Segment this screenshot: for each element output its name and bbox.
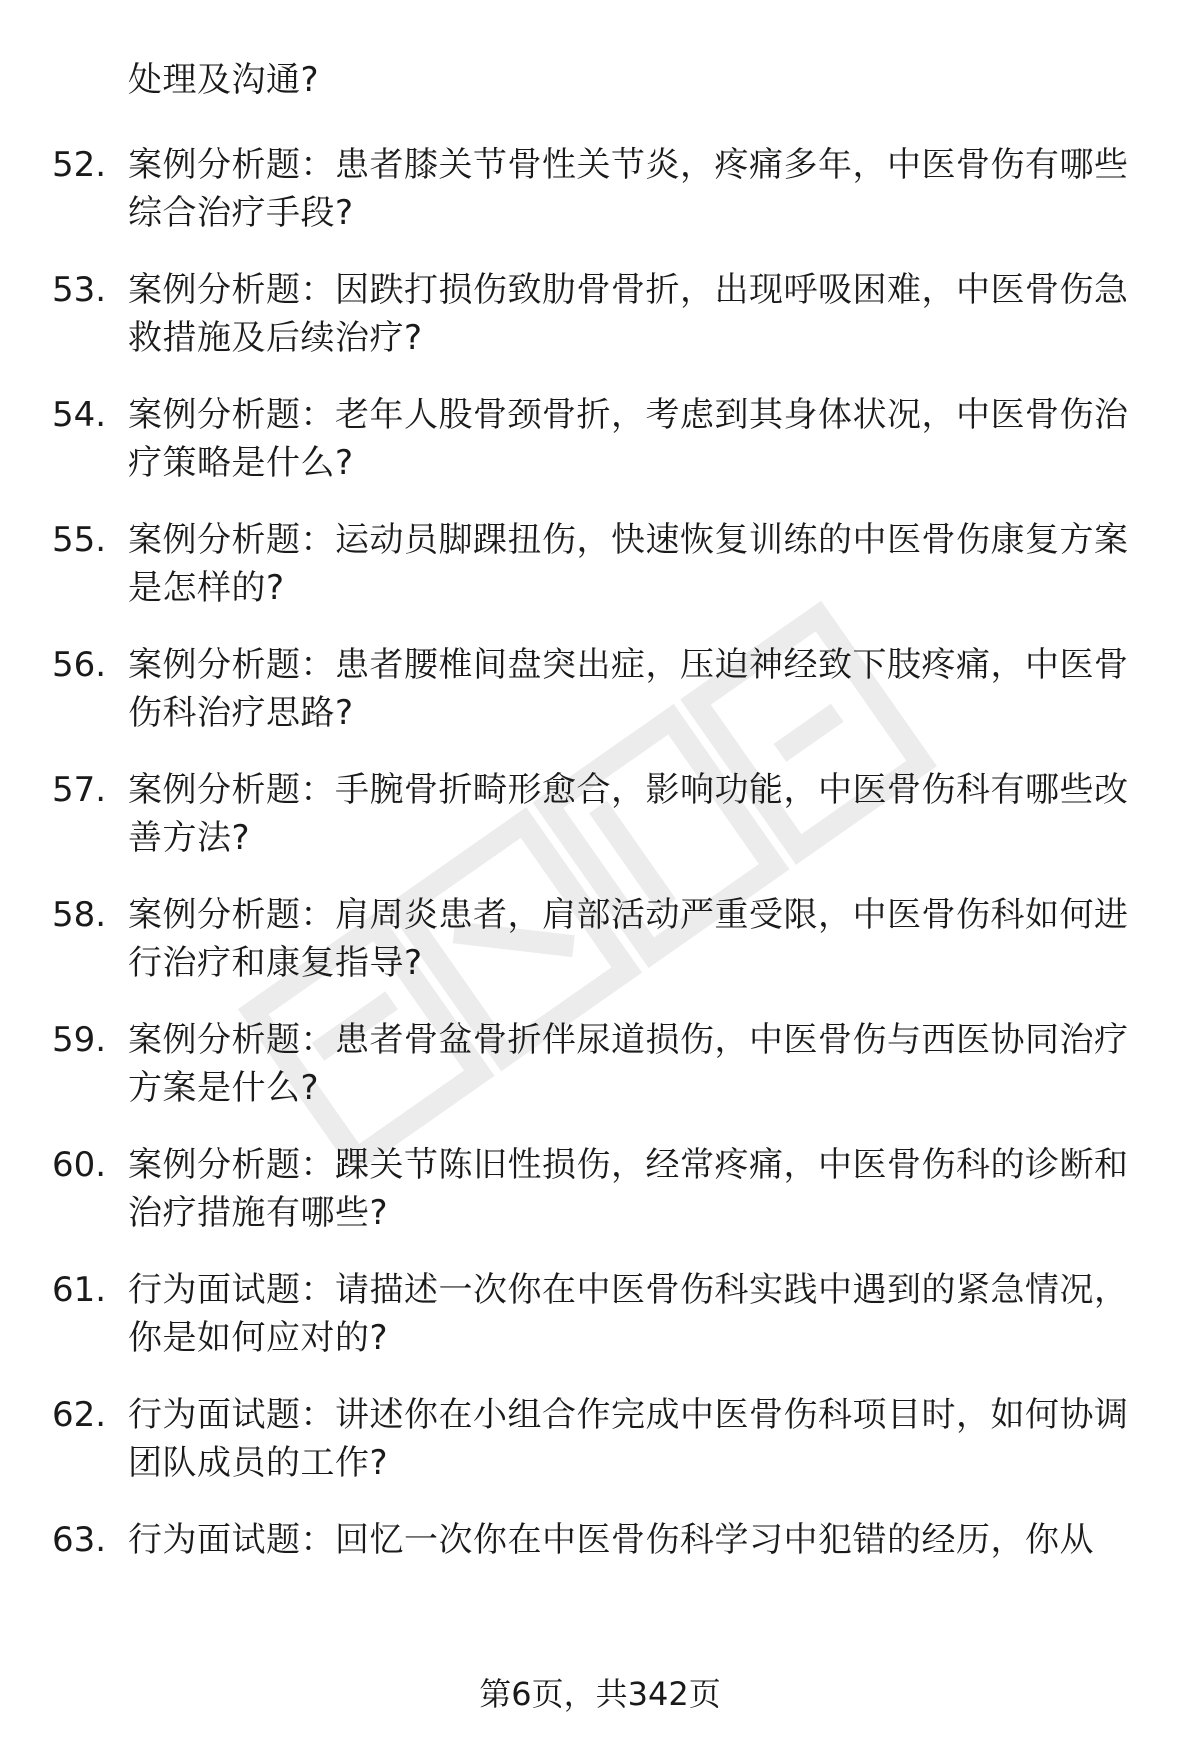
list-item (52, 1266, 1142, 1362)
list-item (52, 516, 1142, 612)
question-number: 57. (52, 770, 107, 810)
question-text: 案例分析题：患者膝关节骨性关节炎，疼痛多年，中医骨伤有哪些综合治疗手段? (128, 145, 1129, 233)
question-text: 案例分析题：手腕骨折畸形愈合，影响功能，中医骨伤科有哪些改善方法? (128, 770, 1129, 858)
list-item (52, 1016, 1142, 1112)
question-text: 案例分析题：运动员脚踝扭伤，快速恢复训练的中医骨伤康复方案是怎样的? (128, 520, 1129, 608)
question-number: 56. (52, 645, 107, 685)
page-footer: 第6页，共342页 (479, 1675, 721, 1713)
question-number: 59. (52, 1020, 107, 1060)
list-item (52, 766, 1142, 862)
list-item (52, 56, 1142, 104)
list-item (52, 641, 1142, 737)
list-item (52, 1141, 1142, 1237)
question-number: 54. (52, 395, 107, 435)
question-text: 案例分析题：肩周炎患者，肩部活动严重受限，中医骨伤科如何进行治疗和康复指导? (128, 895, 1129, 983)
question-text: 处理及沟通? (128, 60, 320, 100)
question-text: 行为面试题：请描述一次你在中医骨伤科实践中遇到的紧急情况，你是如何应对的? (128, 1270, 1129, 1358)
question-number: 61. (52, 1270, 107, 1310)
question-number: 52. (52, 145, 107, 185)
question-text: 行为面试题：回忆一次你在中医骨伤科学习中犯错的经历，你从 (128, 1520, 1094, 1560)
list-item (52, 891, 1142, 987)
list-item (52, 1391, 1142, 1487)
question-text: 案例分析题：踝关节陈旧性损伤，经常疼痛，中医骨伤科的诊断和治疗措施有哪些? (128, 1145, 1129, 1233)
list-item (52, 1516, 1142, 1564)
question-number: 55. (52, 520, 107, 560)
question-text: 案例分析题：老年人股骨颈骨折，考虑到其身体状况，中医骨伤治疗策略是什么? (128, 395, 1129, 483)
question-text: 案例分析题：因跌打损伤致肋骨骨折，出现呼吸困难，中医骨伤急救措施及后续治疗? (128, 270, 1129, 358)
question-text: 案例分析题：患者骨盆骨折伴尿道损伤，中医骨伤与西医协同治疗方案是什么? (128, 1020, 1129, 1108)
list-item (52, 266, 1142, 362)
question-number: 63. (52, 1520, 107, 1560)
question-number: 53. (52, 270, 107, 310)
question-number: 62. (52, 1395, 107, 1435)
list-item (52, 141, 1142, 237)
question-list (52, 56, 1142, 1593)
question-text: 案例分析题：患者腰椎间盘突出症，压迫神经致下肢疼痛，中医骨伤科治疗思路? (128, 645, 1129, 733)
question-text: 行为面试题：讲述你在小组合作完成中医骨伤科项目时，如何协调团队成员的工作? (128, 1395, 1129, 1483)
question-number: 58. (52, 895, 107, 935)
list-item (52, 391, 1142, 487)
question-number: 60. (52, 1145, 107, 1185)
